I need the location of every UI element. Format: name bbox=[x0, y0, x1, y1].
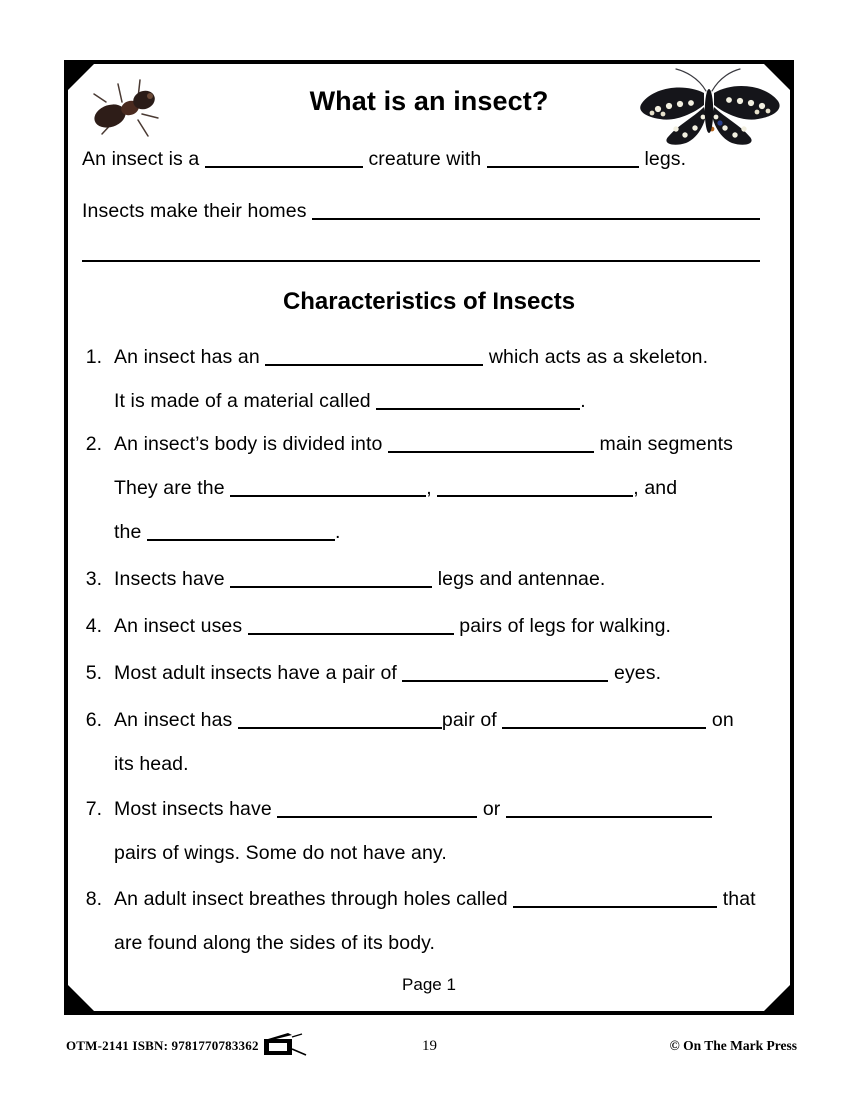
blank-6-1[interactable] bbox=[238, 711, 442, 729]
blank-1-1[interactable] bbox=[265, 348, 483, 366]
item-number-3: 3. bbox=[85, 568, 102, 590]
intro-text-4: Insects make their homes bbox=[82, 200, 307, 222]
item-2-line-3 bbox=[114, 521, 340, 544]
item-6-line-2 bbox=[114, 753, 189, 776]
footer-page-number: 19 bbox=[422, 1038, 437, 1054]
intro-text-3: legs. bbox=[644, 148, 687, 170]
item-2-text-2: main segments bbox=[599, 433, 734, 455]
item-7-text-1: Most insects have bbox=[114, 798, 272, 820]
item-number-1: 1. bbox=[85, 346, 102, 368]
item-7-line-2 bbox=[114, 842, 447, 865]
blank-7-1[interactable] bbox=[277, 800, 477, 818]
worksheet-content bbox=[64, 60, 794, 1015]
item-8-text-1: An adult insect breathes through holes called bbox=[114, 888, 508, 910]
blank-1-2[interactable] bbox=[376, 392, 580, 410]
blank-intro-2[interactable] bbox=[487, 150, 639, 168]
item-8-line-2 bbox=[114, 932, 435, 955]
item-8-line-1 bbox=[114, 888, 756, 911]
item-2-text-6: the bbox=[114, 521, 142, 543]
blank-2-3[interactable] bbox=[437, 479, 633, 497]
item-2-text-4: , bbox=[426, 477, 432, 499]
intro-line-2 bbox=[82, 200, 307, 222]
blank-5-1[interactable] bbox=[402, 664, 608, 682]
item-1-text-3: It is made of a material called bbox=[114, 390, 371, 412]
item-2-text-3: They are the bbox=[114, 477, 225, 499]
blank-8-1[interactable] bbox=[513, 890, 717, 908]
item-7-text-3: pairs of wings. Some do not have any. bbox=[114, 842, 447, 864]
item-1-text-2: which acts as a skeleton. bbox=[488, 346, 709, 368]
item-7-text-2: or bbox=[482, 798, 501, 820]
item-number-5: 5. bbox=[85, 662, 102, 684]
footer-copyright: © On The Mark Press bbox=[669, 1038, 797, 1053]
item-4-text-1: An insect uses bbox=[114, 615, 243, 637]
item-6-text-2: pair of bbox=[441, 709, 497, 731]
blank-2-1[interactable] bbox=[388, 435, 594, 453]
item-2-line-2 bbox=[114, 477, 677, 500]
item-6-text-1: An insect has bbox=[114, 709, 233, 731]
item-3-text-1: Insects have bbox=[114, 568, 225, 590]
item-1-line-2 bbox=[114, 390, 586, 413]
blank-intro-4[interactable] bbox=[82, 260, 760, 262]
item-2-text-1: An insect’s body is divided into bbox=[114, 433, 383, 455]
item-5-text-2: eyes. bbox=[614, 662, 662, 684]
item-8-text-3: are found along the sides of its body. bbox=[114, 932, 436, 954]
item-2-text-7: . bbox=[334, 521, 341, 543]
item-3-text-2: legs and antennae. bbox=[437, 568, 606, 590]
item-1-line-1 bbox=[114, 346, 708, 369]
blank-7-2[interactable] bbox=[506, 800, 712, 818]
butterfly-photo bbox=[632, 65, 788, 157]
item-7-line-1 bbox=[114, 798, 712, 821]
document-footer bbox=[0, 1038, 859, 1062]
item-number-7: 7. bbox=[85, 798, 102, 820]
blank-intro-3[interactable] bbox=[312, 218, 760, 220]
item-number-8: 8. bbox=[85, 888, 102, 910]
blank-2-2[interactable] bbox=[230, 479, 426, 497]
item-6-line-1 bbox=[114, 709, 734, 732]
intro-text-1: An insect is a bbox=[82, 148, 200, 170]
item-6-text-4: its head. bbox=[114, 753, 189, 775]
page-title: What is an insect? bbox=[309, 86, 549, 116]
blank-3-1[interactable] bbox=[230, 570, 432, 588]
intro-line-1 bbox=[82, 148, 686, 170]
item-number-6: 6. bbox=[85, 709, 102, 731]
item-8-text-2: that bbox=[722, 888, 756, 910]
blank-intro-1[interactable] bbox=[205, 150, 363, 168]
item-4-text-2: pairs of legs for walking. bbox=[459, 615, 672, 637]
item-number-4: 4. bbox=[85, 615, 102, 637]
item-2-line-1 bbox=[114, 433, 733, 456]
blank-6-2[interactable] bbox=[502, 711, 706, 729]
page-label: Page 1 bbox=[402, 975, 456, 994]
item-5-text-1: Most adult insects have a pair of bbox=[114, 662, 397, 684]
item-6-text-3: on bbox=[711, 709, 734, 731]
footer-isbn: OTM-2141 ISBN: 9781770783362 bbox=[66, 1038, 259, 1053]
section-title: Characteristics of Insects bbox=[282, 288, 576, 315]
intro-text-2: creature with bbox=[368, 148, 482, 170]
item-5-line-1 bbox=[114, 662, 661, 685]
blank-4-1[interactable] bbox=[248, 617, 454, 635]
item-1-text-1: An insect has an bbox=[114, 346, 260, 368]
item-number-2: 2. bbox=[85, 433, 102, 455]
blank-2-4[interactable] bbox=[147, 523, 335, 541]
item-1-text-4: . bbox=[580, 390, 586, 412]
item-3-line-1 bbox=[114, 568, 605, 591]
item-4-line-1 bbox=[114, 615, 671, 638]
item-2-text-5: , and bbox=[633, 477, 678, 499]
